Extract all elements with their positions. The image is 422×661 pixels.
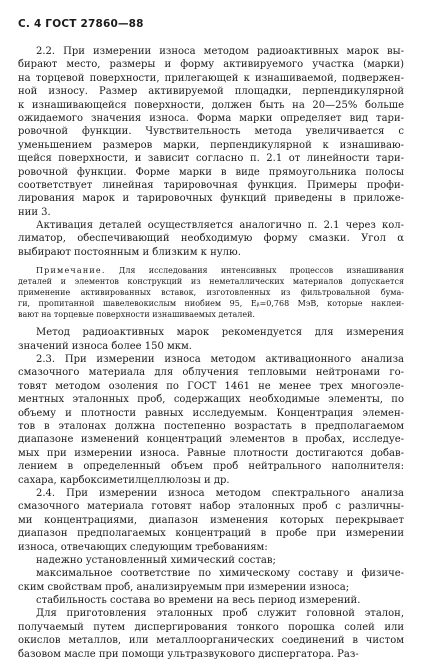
page-header: С. 4 ГОСТ 27860—88 [18, 18, 144, 30]
text-line: ми концентрациями, диапазон изменения которых перекрывает [18, 514, 404, 526]
text-line: мых при измерении износа. Равные плотности достигаются добав- [18, 447, 404, 459]
text-line: деталей и элементов конструкций из неметаллических материалов допускается [18, 277, 404, 287]
text-line: ментных эталонных проб, содержащих необходимые элементы, по [18, 394, 404, 406]
text-line: базовом масле при помощи ультразвукового диспергатора. Раз- [18, 648, 359, 660]
text-line: бирают место, размеры и форму активируемого участка (марки) [18, 59, 404, 71]
text-line: щейся поверхности, и зависит согласно п. 2.1 от линейности тари- [18, 153, 404, 165]
text-line: ским свойствам проб, анализируемым при измерении износа; [18, 581, 350, 593]
paragraph [18, 607, 404, 661]
document-body [18, 45, 404, 661]
text-line: сахара, карбоксиметилцеллюлозы и др. [18, 474, 230, 486]
text-line: смазочного материала для облучения тепловыми нейтронами го- [18, 367, 404, 379]
text-line: 2.2. При измерении износа методом радиоактивных марок вы- [36, 46, 404, 57]
note-label: Примечание. [36, 266, 106, 276]
text-line: Метод радиоактивных марок рекомендуется для измерения [36, 327, 404, 339]
text-line: соответствует линейная тарировочная функция. Примеры профи- [18, 179, 404, 191]
text-line: диапазоне изменений концентраций элементов в пробах, исследуе- [18, 434, 404, 446]
text-line: вают на торцевые поверхности изнашиваемых деталей. [18, 310, 255, 320]
text-line: смазочного материала готовят набор эталонных проб с различны- [18, 501, 404, 513]
paragraph [18, 326, 404, 353]
text-line: лирования марок и тарировочных функций приведены в приложе- [18, 193, 404, 205]
paragraph [18, 353, 404, 487]
text-line: Активация деталей осуществляется аналогично п. 2.1 через кол- [36, 220, 404, 232]
text-line: диапазон предполагаемых концентраций в пробе при измерении [18, 528, 404, 540]
text-line: износа, отвечающих следующим требованиям: [18, 541, 268, 553]
text-line: выбирают постоянным и близким к нулю. [18, 246, 241, 258]
text-line: тов в эталонах должна постепенно возрастать в предполагаемом [18, 420, 404, 432]
text-line: к изнашивающейся поверхности, должен быть на 20—25% больше [18, 99, 404, 111]
paragraph [18, 567, 404, 594]
text-line: 2.4. При измерении износа методом спектрального анализа [36, 487, 404, 499]
text-line: стабильность состава во времени на весь период измерений. [36, 595, 361, 607]
text-line: 2.3. При измерении износа методом активационного анализа [36, 354, 404, 366]
text-line: ги, пропитанной шавелевокислым ниобием 95, Eᵦ=0,768 МэВ, которые наклеи- [18, 299, 404, 309]
text-line: значений износа более 150 мкм. [18, 340, 192, 352]
text-line: получаемый путем диспергирования тонкого порошка солей или [18, 621, 404, 633]
paragraph [18, 45, 404, 219]
text-line: ной износу. Размер активируемой площадки, перпендикулярной [18, 86, 404, 98]
text-line: нии 3. [18, 206, 51, 218]
text-line: применение активированных вставок, изготовленных из фильтровальной бума- [18, 288, 404, 298]
text-line: лением в определенный объем проб нейтрального наполнителя: [18, 461, 404, 473]
text-line: максимальное соответствие по химическому составу и физиче- [36, 568, 404, 580]
text-line: объему и плотности равных исследуемым. Концентрация элемен- [18, 407, 404, 419]
note-paragraph [18, 265, 404, 320]
text-line: надежно установленный химический состав; [36, 554, 276, 566]
text-line: Примечание. Для исследования интенсивных процессов изнашивания [36, 266, 404, 276]
text-line: ожидаемого значения износа. Форма марки определяет вид тари- [18, 112, 404, 124]
text-line: уменьшением размеров марки, перпендикулярной к изнашиваю- [18, 139, 404, 151]
text-line: Для приготовления эталонных проб служит головной эталон, [36, 608, 404, 620]
text-line: на торцевой поверхности, прилегающей к изнашиваемой, подвержен- [18, 72, 404, 84]
text-line: лиматор, обеспечивающий необходимую форму смазки. Угол α [18, 233, 404, 245]
text-line: окислов металлов, или металлоорганических соединений в чистом [18, 635, 404, 647]
paragraph [18, 219, 404, 259]
text-line: ровочной функции. Форме марки в виде прямоугольника полосы [18, 166, 404, 178]
text-line: товят методом озоления по ГОСТ 1461 не менее трех многоэле- [18, 380, 404, 392]
text-line: ровочной функции. Чувствительность метода увеличивается с [18, 126, 404, 138]
paragraph [18, 554, 404, 567]
paragraph [18, 487, 404, 554]
paragraph [18, 594, 404, 607]
